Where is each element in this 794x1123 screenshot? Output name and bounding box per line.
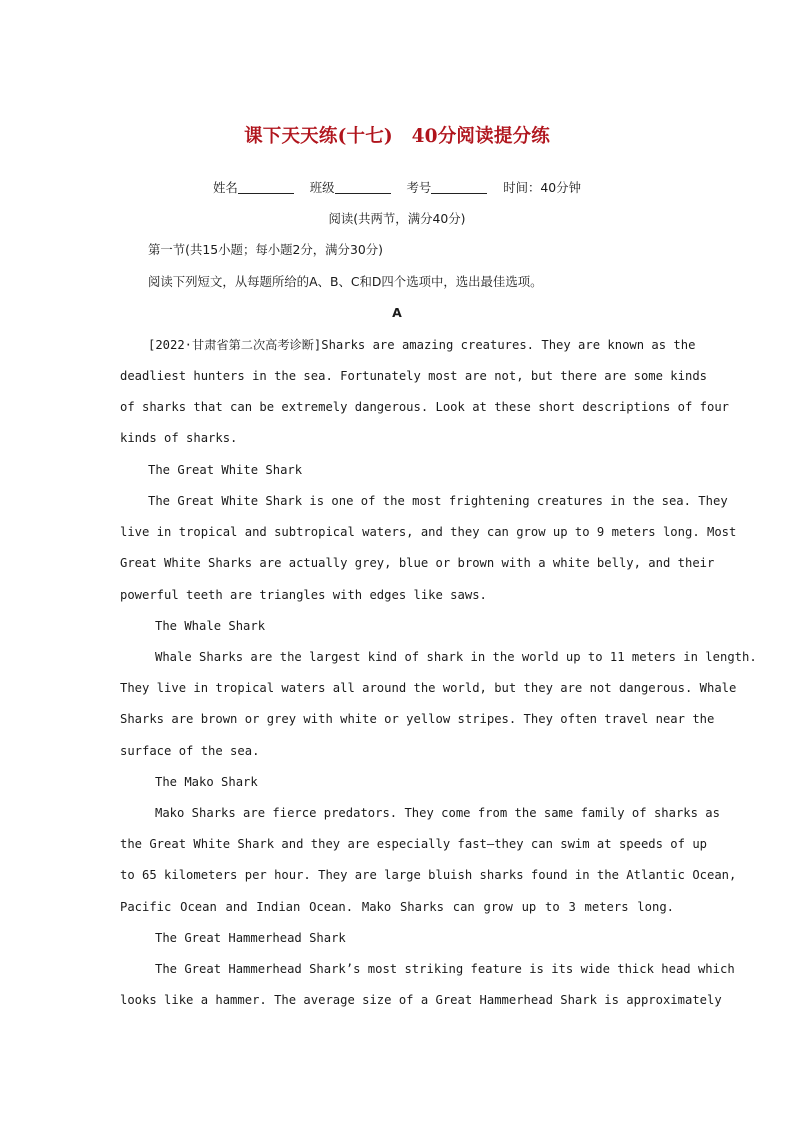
subheading-mako: The Mako Shark: [155, 775, 258, 789]
student-info-line: [0, 178, 794, 198]
paragraph-line: Whale Sharks are the largest kind of shark in the world up to 11 meters in length.: [155, 650, 757, 664]
exam-number-label: 考号: [406, 180, 432, 195]
paragraph-line: to 65 kilometers per hour. They are large bluish sharks found in the Atlantic Ocean,: [120, 868, 737, 882]
paragraph-line: powerful teeth are triangles with edges like saws.: [120, 588, 487, 602]
paragraph-line: looks like a hammer. The average size of a Great Hammerhead Shark is approximately: [120, 993, 722, 1007]
paragraph-line: kinds of sharks.: [120, 431, 238, 445]
paragraph-line: Mako Sharks are fierce predators. They come from the same family of sharks as: [155, 806, 720, 820]
time-label: 时间：40分钟: [503, 180, 581, 195]
passage-label: A: [392, 305, 402, 320]
paragraph-line: of sharks that can be extremely dangerous. Look at these short descriptions of four: [120, 400, 730, 414]
paragraph-line: The Great Hammerhead Shark’s most striking feature is its wide thick head which: [155, 962, 735, 976]
paragraph-line: Pacific Ocean and Indian Ocean. Mako Sharks can grow up to 3 meters long.: [120, 900, 674, 914]
paragraph-line: Sharks are brown or grey with white or yellow stripes. They often travel near the: [120, 712, 715, 726]
class-blank[interactable]: [335, 181, 391, 194]
name-label: 姓名: [213, 180, 238, 195]
page-title: 课下天天练(十七) 40分阅读提分练: [244, 126, 550, 147]
part-one-instruction: 阅读下列短文，从每题所给的A、B、C和D四个选项中，选出最佳选项。: [148, 274, 543, 289]
name-blank[interactable]: [238, 181, 294, 194]
paragraph-line: The Great White Shark is one of the most frightening creatures in the sea. They: [148, 494, 728, 508]
class-label: 班级: [309, 180, 335, 195]
paragraph-line: the Great White Shark and they are especially fast—they can swim at speeds of up: [120, 837, 707, 851]
section-heading: 阅读(共两节，满分40分): [328, 211, 466, 226]
part-one-heading: 第一节(共15小题；每小题2分，满分30分): [148, 242, 383, 257]
paragraph-line: They live in tropical waters all around the world, but they are not dangerous. Whale: [120, 681, 737, 695]
paragraph-line: deadliest hunters in the sea. Fortunately most are not, but there are some kinds: [120, 369, 707, 383]
paragraph-line: live in tropical and subtropical waters, and they can grow up to 9 meters long. Most: [120, 525, 737, 539]
paragraph-line: surface of the sea.: [120, 744, 260, 758]
subheading-great-white: The Great White Shark: [148, 463, 303, 477]
exam-number-blank[interactable]: [431, 181, 487, 194]
subheading-hammerhead: The Great Hammerhead Shark: [155, 931, 346, 945]
subheading-whale: The Whale Shark: [155, 619, 266, 633]
paragraph-line: Great White Sharks are actually grey, blue or brown with a white belly, and their: [120, 556, 715, 570]
paragraph-line: [2022·甘肃省第二次高考诊断]Sharks are amazing creatures. They are known as the: [148, 338, 696, 352]
